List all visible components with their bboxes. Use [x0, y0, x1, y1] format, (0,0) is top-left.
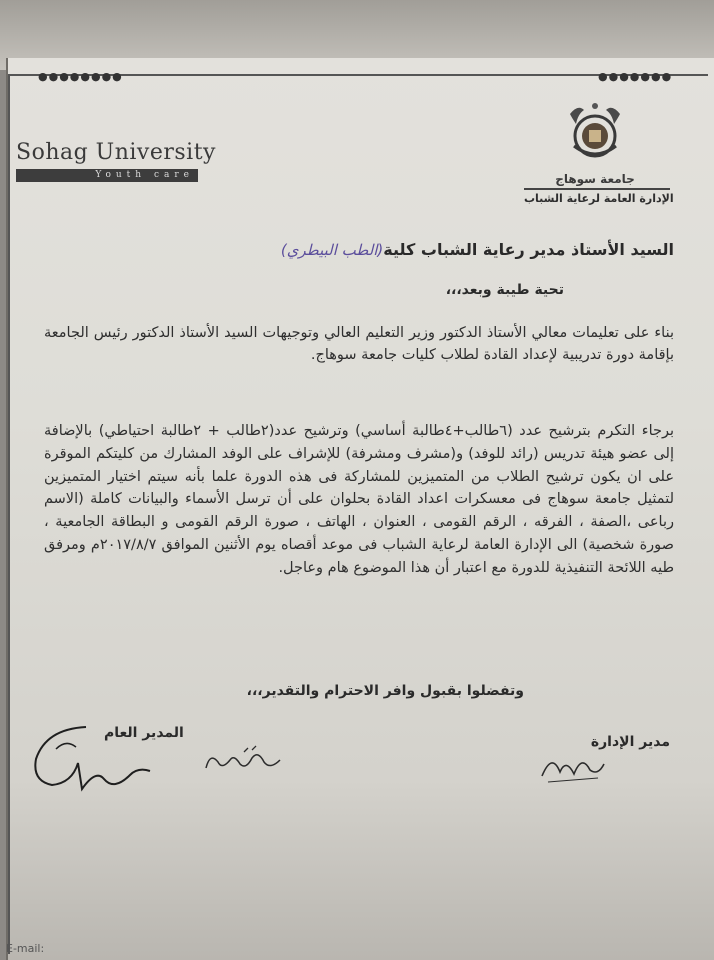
handwritten-signature-general [26, 719, 156, 799]
salutation-text: السيد الأستاذ مدير رعاية الشباب كلية [383, 240, 674, 259]
department-name-ar: الإدارة العامة لرعاية الشباب [524, 188, 670, 205]
university-emblem-icon [560, 100, 630, 166]
footer-email: E-mail: [6, 942, 45, 955]
paragraph-2: برجاء التكرم بترشيح عدد (٦طالب+٤طالبة أساسي) وترشيح عدد(٢طالب + ٢طالبة احتياطي) بالإضافة إلى عضو هيئة تدريس (رائد للوفد) و(مشرف ومشرفة) للإشراف على الوفد المشارك من كليتكم الموقرة على ان يكون ترشيح الطلاب من المتميزين للمشاركة فى هذه الدورة علما بأنه سيتم اختيار المتميزين لتمثيل جامعة سوهاج فى معسكرات اعداد القادة بحلوان على أن ترسل الأسماء والبيانات كاملة (الاسم رباعى ،الصفة ، الفرقه ، الرقم القومى ، العنوان ، الهاتف ، صورة الرقم القومى و البطاقة الجامعية ، صورة شخصية) الى الإدارة العامة لرعاية الشباب فى موعد أقصاه يوم الأثنين الموافق ٢٠١٧/٨/٧م ومرفق طيه اللائحة التنفيذية للدورة مع اعتبار أن هذا الموضوع هام وعاجل. [44, 423, 674, 576]
signature-block-general [20, 715, 200, 795]
university-logo-en [16, 140, 216, 200]
paragraph-1: بناء على تعليمات معالي الأستاذ الدكتور وزير التعليم العالي وتوجيهات السيد الأستاذ الدكتور رئيس الجامعة بإقامة دورة تدريبية لإعداد القادة لطلاب كليات جامعة سوهاج. [44, 325, 674, 363]
handwritten-initials [200, 740, 290, 780]
decorative-dots-right: ●●●●●●● [598, 70, 673, 83]
youth-care-bar: Youth care [16, 169, 198, 182]
decorative-dots-left: ●●●●●●●● [38, 70, 123, 83]
university-name-en: Sohag University [16, 140, 216, 165]
closing: وتفضلوا بقبول وافر الاحترام والتقدير،،، [246, 683, 524, 699]
frame-left-border [8, 74, 10, 954]
signature-block-admin [520, 726, 670, 796]
handwritten-signature-admin [538, 746, 608, 786]
salutation-handwritten: (الطب البيطري) [280, 241, 384, 259]
salutation [44, 240, 674, 259]
university-logo-ar [520, 100, 674, 220]
admin-director-label: مدير الإدارة [590, 734, 670, 750]
greeting: تحية طيبة وبعد،،، [445, 282, 564, 298]
general-director-label: المدير العام [104, 725, 184, 741]
university-name-ar: جامعة سوهاج [555, 172, 635, 186]
